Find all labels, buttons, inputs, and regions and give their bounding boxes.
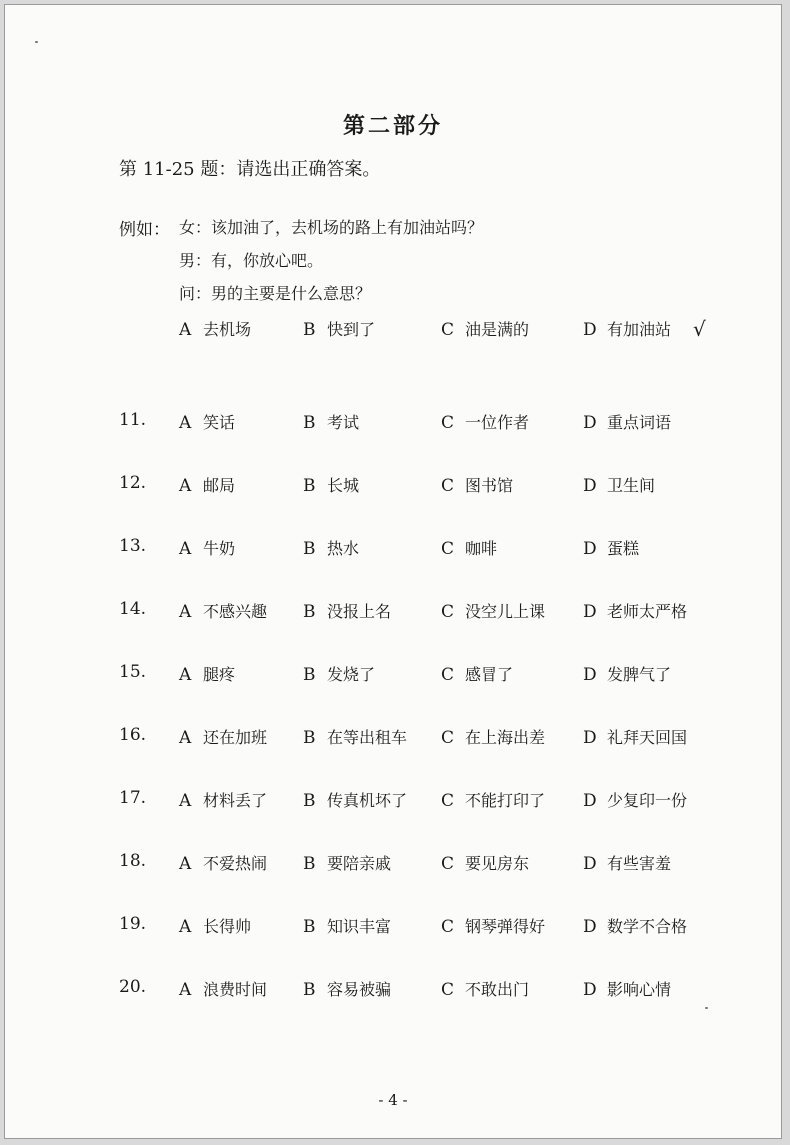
- question-option-b: [303, 851, 391, 874]
- option-letter: A: [179, 791, 192, 811]
- option-letter: A: [179, 320, 192, 340]
- option-letter: A: [179, 602, 192, 622]
- question-option-d: [583, 977, 671, 1000]
- option-letter: B: [303, 854, 316, 874]
- option-text: 咖啡: [465, 539, 498, 558]
- question-option-c: [441, 536, 497, 559]
- question-option-a: [179, 914, 251, 937]
- question-number: 12.: [119, 473, 147, 493]
- option-text: 浪费时间: [203, 980, 268, 999]
- option-letter: C: [441, 413, 455, 433]
- option-letter: C: [441, 791, 455, 811]
- question-option-b: [303, 914, 391, 937]
- option-text: 在上海出差: [465, 728, 546, 747]
- question-option-a: [179, 977, 267, 1000]
- question-number: 13.: [119, 536, 147, 556]
- option-text: 发烧了: [327, 665, 376, 684]
- question-option-a: [179, 851, 267, 874]
- option-text: 重点词语: [607, 413, 672, 432]
- option-text: 材料丢了: [203, 791, 268, 810]
- example-line-woman: 女：该加油了，去机场的路上有加油站吗？: [179, 218, 484, 237]
- question-option-b: [303, 536, 359, 559]
- option-text: 要见房东: [465, 854, 530, 873]
- option-letter: C: [441, 917, 455, 937]
- option-text: 不能打印了: [465, 791, 546, 810]
- option-letter: C: [441, 476, 455, 496]
- question-number: 18.: [119, 851, 147, 871]
- option-letter: D: [583, 665, 597, 685]
- option-letter: A: [179, 413, 192, 433]
- exam-page: [4, 4, 782, 1139]
- question-option-d: [583, 788, 687, 811]
- question-option-c: [441, 473, 513, 496]
- option-text: 卫生间: [607, 476, 656, 495]
- option-text: 老师太严格: [607, 602, 688, 621]
- option-text: 有加油站: [607, 320, 672, 339]
- page-number: - 4 -: [378, 1091, 408, 1109]
- question-number: 15.: [119, 662, 147, 682]
- option-text: 油是满的: [465, 320, 530, 339]
- option-letter: B: [303, 476, 316, 496]
- option-text: 考试: [327, 413, 360, 432]
- question-option-b: [303, 410, 359, 433]
- question-number: 14.: [119, 599, 147, 619]
- question-option-a: [179, 599, 267, 622]
- option-text: 不感兴趣: [203, 602, 268, 621]
- option-letter: C: [441, 320, 455, 340]
- option-text: 去机场: [203, 320, 252, 339]
- option-letter: D: [583, 413, 597, 433]
- option-text: 要陪亲戚: [327, 854, 392, 873]
- option-letter: D: [583, 728, 597, 748]
- question-option-c: [441, 662, 513, 685]
- option-letter: B: [303, 320, 316, 340]
- option-text: 影响心情: [607, 980, 672, 999]
- option-text: 钢琴弹得好: [465, 917, 546, 936]
- option-letter: D: [583, 980, 597, 1000]
- question-option-d: [583, 851, 671, 874]
- question-option-c: [441, 410, 529, 433]
- option-text: 快到了: [327, 320, 376, 339]
- question-option-d: [583, 473, 655, 496]
- option-text: 知识丰富: [327, 917, 392, 936]
- option-letter: C: [441, 602, 455, 622]
- question-option-a: [179, 410, 235, 433]
- option-letter: D: [583, 854, 597, 874]
- option-letter: A: [179, 728, 192, 748]
- question-number: 17.: [119, 788, 147, 808]
- speck-mark: [705, 1007, 708, 1009]
- option-letter: B: [303, 917, 316, 937]
- option-letter: D: [583, 320, 597, 340]
- question-option-a: [179, 662, 235, 685]
- option-letter: C: [441, 980, 455, 1000]
- question-option-a: [179, 725, 267, 748]
- option-letter: C: [441, 728, 455, 748]
- question-option-b: [303, 977, 391, 1000]
- question-option-d: [583, 410, 671, 433]
- option-text: 礼拜天回国: [607, 728, 688, 747]
- option-text: 一位作者: [465, 413, 530, 432]
- option-text: 腿疼: [203, 665, 236, 684]
- question-option-b: [303, 725, 407, 748]
- option-text: 感冒了: [465, 665, 514, 684]
- question-option-a: [179, 788, 267, 811]
- question-option-b: [303, 788, 407, 811]
- option-text: 没报上名: [327, 602, 392, 621]
- option-text: 数学不合格: [607, 917, 688, 936]
- option-letter: B: [303, 728, 316, 748]
- instruction-text: 第 11-25 题：请选出正确答案。: [119, 159, 381, 180]
- option-letter: C: [441, 665, 455, 685]
- option-letter: A: [179, 476, 192, 496]
- question-option-b: [303, 599, 391, 622]
- option-text: 蛋糕: [607, 539, 640, 558]
- question-option-c: [441, 851, 529, 874]
- question-option-a: [179, 473, 235, 496]
- example-line-question: 问：男的主要是什么意思？: [179, 284, 372, 303]
- example-line-man: 男：有，你放心吧。: [179, 251, 324, 270]
- option-letter: B: [303, 539, 316, 559]
- question-option-c: [441, 599, 545, 622]
- option-text: 笑话: [203, 413, 236, 432]
- example-option-a: [179, 317, 251, 340]
- option-letter: D: [583, 791, 597, 811]
- option-letter: A: [179, 665, 192, 685]
- question-option-d: [583, 914, 687, 937]
- example-option-b: [303, 317, 375, 340]
- question-option-c: [441, 788, 545, 811]
- option-letter: A: [179, 854, 192, 874]
- question-number: 19.: [119, 914, 147, 934]
- section-title: 第二部分: [342, 113, 443, 139]
- option-text: 热水: [327, 539, 360, 558]
- option-letter: A: [179, 980, 192, 1000]
- question-number: 20.: [119, 977, 147, 997]
- option-text: 没空儿上课: [465, 602, 546, 621]
- option-text: 不爱热闹: [203, 854, 268, 873]
- option-letter: A: [179, 917, 192, 937]
- option-letter: B: [303, 665, 316, 685]
- option-letter: B: [303, 980, 316, 1000]
- option-text: 长得帅: [203, 917, 252, 936]
- option-letter: B: [303, 791, 316, 811]
- question-number: 11.: [119, 410, 147, 430]
- option-text: 长城: [327, 476, 360, 495]
- question-option-d: [583, 662, 671, 685]
- option-letter: D: [583, 476, 597, 496]
- example-option-c: [441, 317, 529, 340]
- question-option-d: [583, 725, 687, 748]
- example-label: 例如：: [119, 220, 170, 240]
- question-number: 16.: [119, 725, 147, 745]
- option-text: 邮局: [203, 476, 236, 495]
- question-option-c: [441, 914, 545, 937]
- question-option-a: [179, 536, 235, 559]
- option-letter: A: [179, 539, 192, 559]
- speck-mark: [35, 41, 38, 43]
- option-text: 传真机坏了: [327, 791, 408, 810]
- option-text: 图书馆: [465, 476, 514, 495]
- question-option-c: [441, 977, 529, 1000]
- option-letter: C: [441, 539, 455, 559]
- example-option-d: [583, 317, 671, 340]
- option-text: 还在加班: [203, 728, 268, 747]
- option-letter: D: [583, 602, 597, 622]
- option-letter: C: [441, 854, 455, 874]
- question-option-c: [441, 725, 545, 748]
- option-text: 发脾气了: [607, 665, 672, 684]
- option-text: 牛奶: [203, 539, 236, 558]
- option-text: 有些害羞: [607, 854, 672, 873]
- answer-check-mark: √: [693, 317, 706, 341]
- option-letter: B: [303, 602, 316, 622]
- option-text: 不敢出门: [465, 980, 530, 999]
- question-option-b: [303, 473, 359, 496]
- option-letter: B: [303, 413, 316, 433]
- question-option-d: [583, 599, 687, 622]
- option-letter: D: [583, 917, 597, 937]
- option-text: 容易被骗: [327, 980, 392, 999]
- option-text: 在等出租车: [327, 728, 408, 747]
- question-option-b: [303, 662, 375, 685]
- option-letter: D: [583, 539, 597, 559]
- option-text: 少复印一份: [607, 791, 688, 810]
- question-option-d: [583, 536, 639, 559]
